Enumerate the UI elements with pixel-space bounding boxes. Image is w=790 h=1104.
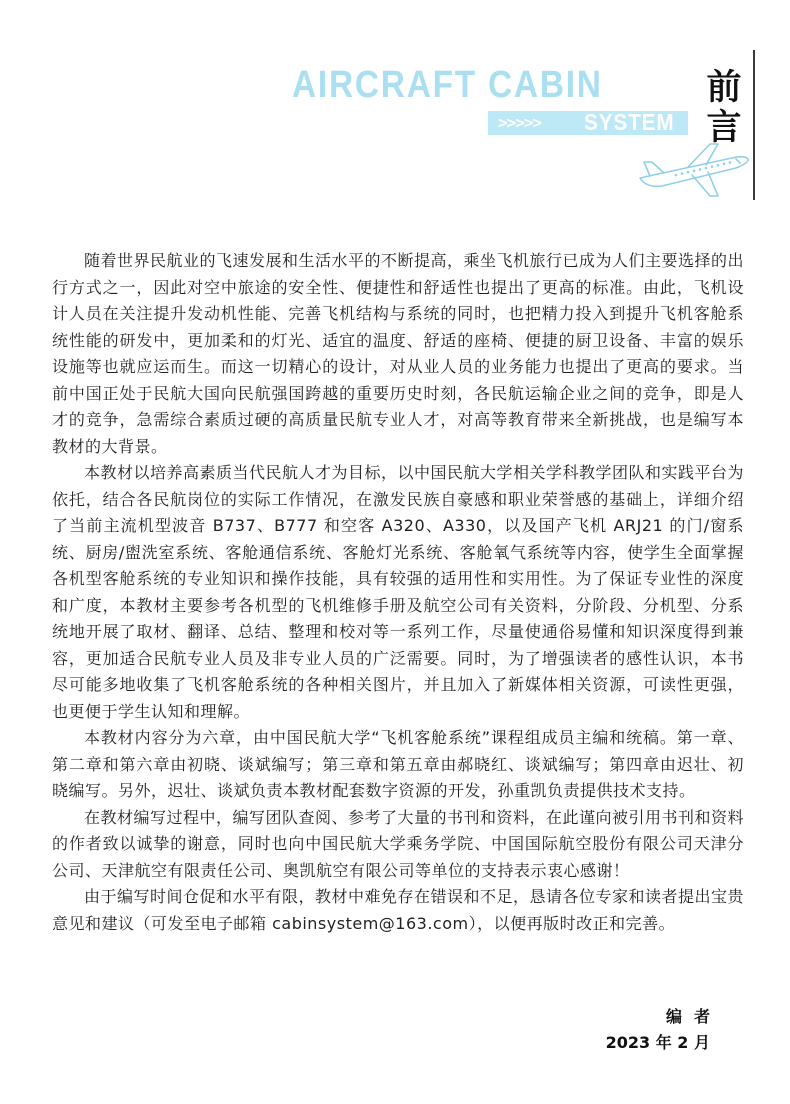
paragraph: 本教材以培养高素质当代民航人才为目标，以中国民航大学相关学科教学团队和实践平台为依托，结合各民航岗位的实际工作情况，在激发民族自豪感和职业荣誉感的基础上，详细介绍了当前主流机型波音 B737、B777 和空客 A320、A330，以及国产飞机 ARJ21 的门/窗系统、厨房/盥洗室系统、客舱通信系统、客舱灯光系统、客舱氧气系统等内容，使学生全面掌握各机型客舱系统的专业知识和操作技能，具有较强的适用性和实用性。为了保证专业性的深度和广度，本教材主要参考各机型的飞机维修手册及航空公司有关资料，分阶段、分机型、分系统地开展了取材、翻译、总结、整理和校对等一系列工作，尽量使通俗易懂和知识深度得到兼容，更加适合民航专业人员及非专业人员的广泛需要。同时，为了增强读者的感性认识，本书尽可能多地收集了飞机客舱系统的各种相关图片，并且加入了新媒体相关资源，可读性更强，也更便于学生认知和理解。 [52,463,745,721]
signature-author: 编者 [665,1007,722,1026]
banner-title: AIRCRAFT CABIN [292,64,603,106]
paragraph: 由于编写时间仓促和水平有限，教材中难免存在错误和不足，恳请各位专家和读者提出宝贵意见和建议（可发至电子邮箱 cabinsystem@163.com），以便再版时改正和完善。 [52,887,745,933]
paragraph: 本教材内容分为六章，由中国民航大学“飞机客舱系统”课程组成员主编和统稿。第一章、第二章和第六章由初晓、谈斌编写；第三章和第五章由郝晓红、谈斌编写；第四章由迟壮、初晓编写。另外，迟壮、谈斌负责本教材配套数字资源的开发，孙重凯负责提供技术支持。 [52,728,744,800]
signature-block [605,1004,722,1056]
signature-date: 2023 年 2 月 [605,1033,710,1052]
preface-body [52,248,744,937]
banner-subtitle: SYSTEM [584,109,675,135]
airplane-icon [636,138,754,200]
paragraph: 随着世界民航业的飞速发展和生活水平的不断提高，乘坐飞机旅行已成为人们主要选择的出行方式之一，因此对空中旅途的安全性、便捷性和舒适性也提出了更高的标准。由此，飞机设计人员在关注提升发动机性能、完善飞机结构与系统的同时，也把精力投入到提升飞机客舱系统性能的研发中，更加柔和的灯光、适宜的温度、舒适的座椅、便捷的厨卫设备、丰富的娱乐设施等也就应运而生。而这一切精心的设计，对从业人员的业务能力也提出了更高的要求。当前中国正处于民航大国向民航强国跨越的重要历史时刻，各民航运输企业之间的竞争，即是人才的竞争，急需综合素质过硬的高质量民航专业人才，对高等教育带来全新挑战，也是编写本教材的大背景。 [52,251,745,456]
paragraph: 在教材编写过程中，编写团队查阅、参考了大量的书刊和资料，在此谨向被引用书刊和资料的作者致以诚挚的谢意，同时也向中国民航大学乘务学院、中国国际航空股份有限公司天津分公司、天津航空有限责任公司、奥凯航空有限公司等单位的支持表示衷心感谢！ [52,807,745,880]
section-title: 前言 [706,67,742,148]
banner-arrows: >>>>> [498,113,542,132]
